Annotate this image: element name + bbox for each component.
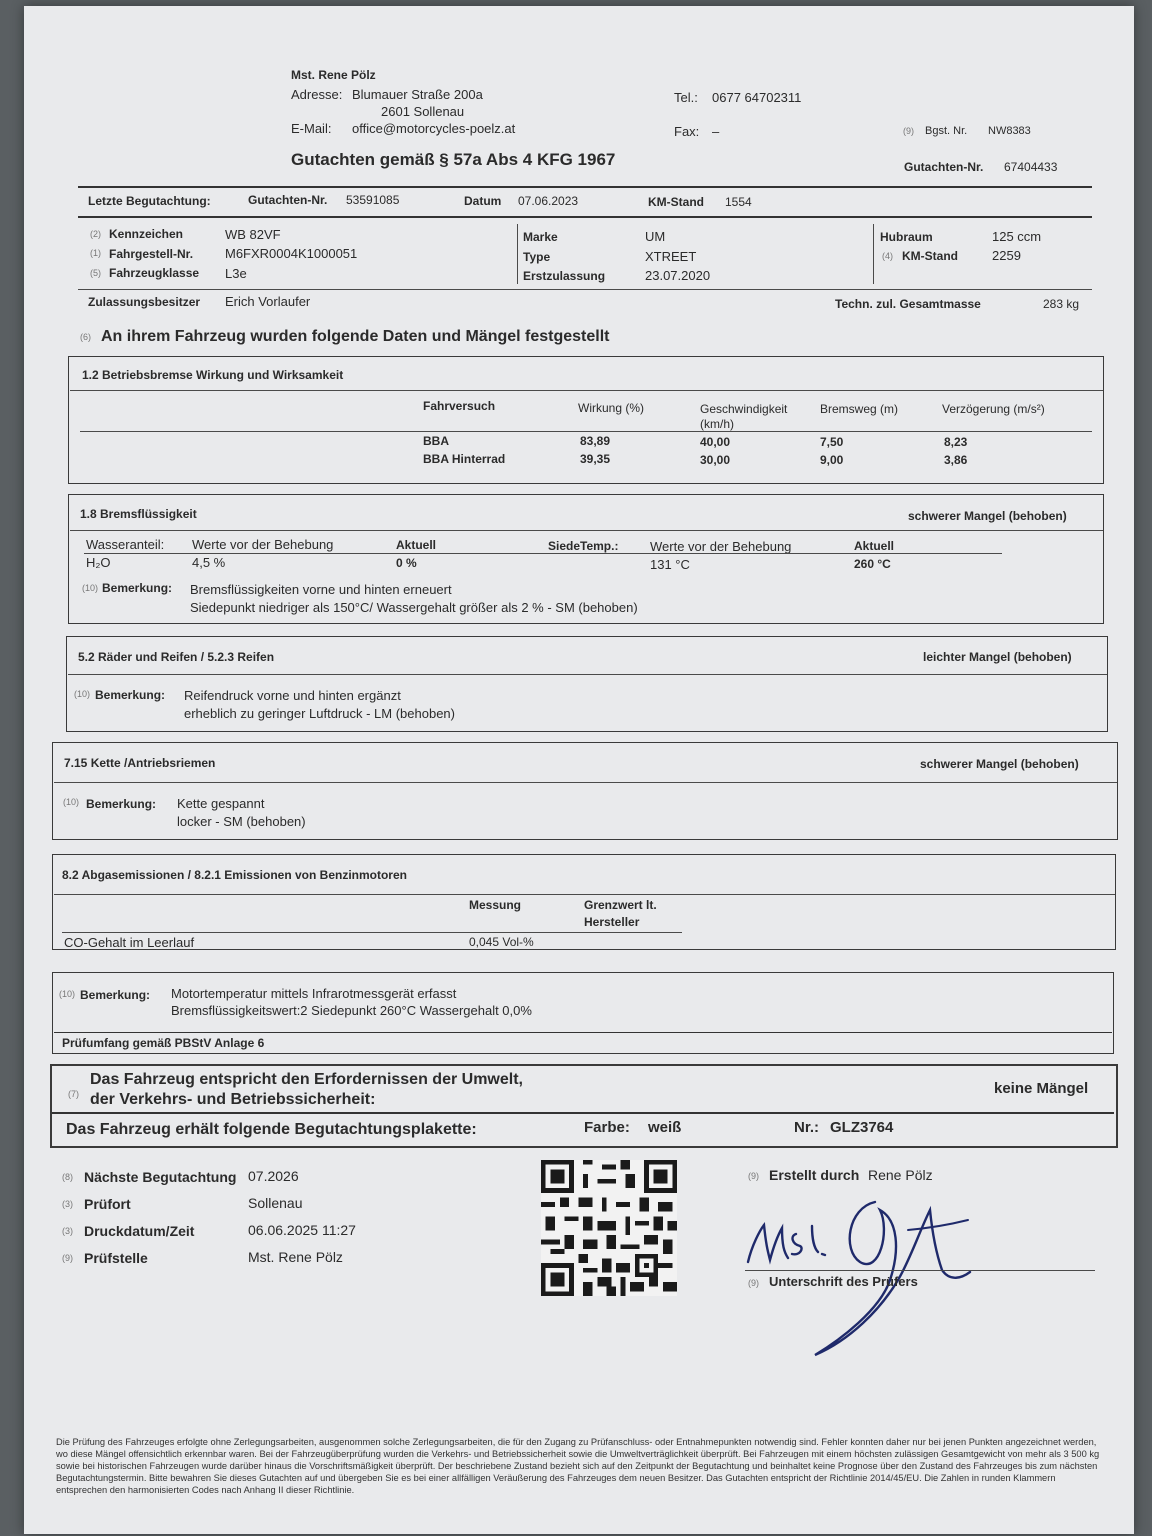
first-reg-label: Erstzulassung — [523, 269, 606, 283]
fluid-status: schwerer Mangel (behoben) — [908, 509, 1067, 523]
station-label: Prüfstelle — [84, 1250, 148, 1266]
code: (10) — [59, 989, 76, 999]
address-line1: Blumauer Straße 200a — [352, 87, 483, 102]
last-nr-value: 53591085 — [346, 193, 400, 207]
divider — [80, 431, 1092, 432]
code: (7) — [68, 1089, 79, 1099]
verdict-line1: Das Fahrzeug entspricht den Erfordernissen der Umwelt, — [90, 1071, 523, 1088]
chain-title: 7.15 Kette /Antriebsriemen — [64, 756, 216, 770]
code: (10) — [63, 797, 80, 807]
plate-label: Kennzeichen — [109, 227, 184, 241]
divider — [873, 224, 874, 284]
type-value: XTREET — [645, 249, 697, 264]
plate-value: WB 82VF — [225, 227, 281, 242]
examiner-name: Mst. Rene Pölz — [291, 68, 376, 82]
findings-heading: An ihrem Fahrzeug wurden folgende Daten und Mängel festgestellt — [101, 328, 610, 345]
plate-color-label: Farbe: — [584, 1119, 630, 1136]
fluid-head-before: Werte vor der Behebung — [192, 537, 334, 552]
divider — [52, 1112, 1114, 1114]
email-label: E-Mail: — [291, 121, 332, 136]
plate-nr-value: GLZ3764 — [830, 1119, 894, 1136]
scope-text: Prüfumfang gemäß PBStV Anlage 6 — [62, 1036, 265, 1050]
fluid-head-water: Wasseranteil: — [86, 537, 165, 552]
print-date-label: Druckdatum/Zeit — [84, 1223, 195, 1239]
signature-line — [745, 1270, 1095, 1271]
divider — [78, 289, 1092, 290]
divider — [78, 216, 1092, 218]
km-value: 2259 — [992, 248, 1021, 263]
last-km-label: KM-Stand — [648, 195, 704, 209]
code: (3) — [62, 1199, 73, 1209]
fluid-title: 1.8 Bremsflüssigkeit — [80, 507, 197, 521]
brake-row-effect: 39,35 — [580, 452, 611, 466]
code: (9) — [62, 1253, 73, 1263]
gutachten-nr-label: Gutachten-Nr. — [904, 160, 984, 174]
brake-row-deceleration: 3,86 — [944, 453, 968, 467]
fluid-remark-line2: Siedepunkt niedriger als 150°C/ Wassergehalt größer als 2 % - SM (behoben) — [190, 600, 638, 615]
brake-row-distance: 9,00 — [820, 453, 844, 467]
fluid-boil-actual: 260 °C — [854, 557, 891, 571]
emission-row-value: 0,045 Vol-% — [469, 935, 534, 949]
last-date-value: 07.06.2023 — [518, 194, 579, 208]
code: (9) — [748, 1171, 759, 1181]
code: (1) — [90, 248, 101, 258]
brake-row-speed: 40,00 — [700, 435, 731, 449]
plate-heading: Das Fahrzeug erhält folgende Begutachtungsplakette: — [66, 1121, 477, 1138]
place-value: Sollenau — [248, 1195, 303, 1211]
make-label: Marke — [523, 230, 558, 244]
owner-label: Zulassungsbesitzer — [88, 295, 201, 309]
divider — [54, 1032, 1112, 1033]
chain-remark-line1: Kette gespannt — [177, 796, 265, 811]
print-date-value: 06.06.2025 11:27 — [248, 1222, 356, 1238]
general-remark-label: Bemerkung: — [80, 988, 151, 1002]
fluid-head-actual2: Aktuell — [854, 539, 895, 553]
tires-remark-line1: Reifendruck vorne und hinten ergänzt — [184, 688, 401, 703]
tel-value: 0677 64702311 — [712, 90, 802, 105]
code: (5) — [90, 268, 101, 278]
divider — [62, 932, 682, 933]
owner-value: Erich Vorlaufer — [225, 294, 311, 309]
divider — [54, 782, 1117, 783]
signature-label: Unterschrift des Prüfers — [769, 1274, 918, 1289]
brake-head-speed: Geschwindigkeit — [700, 402, 788, 416]
tires-title: 5.2 Räder und Reifen / 5.2.3 Reifen — [78, 650, 275, 664]
qr-code-icon — [541, 1160, 677, 1296]
type-label: Type — [523, 250, 551, 264]
brake-head-test: Fahrversuch — [423, 399, 496, 413]
last-km-value: 1554 — [725, 195, 752, 209]
class-label: Fahrzeugklasse — [109, 266, 200, 280]
code: (3) — [62, 1226, 73, 1236]
fluid-remark-label: Bemerkung: — [102, 581, 173, 595]
email-value: office@motorcycles-poelz.at — [352, 121, 516, 136]
last-date-label: Datum — [464, 194, 502, 208]
code: (8) — [62, 1172, 73, 1182]
brake-row-deceleration: 8,23 — [944, 435, 968, 449]
gutachten-nr-value: 67404433 — [1004, 160, 1058, 174]
created-by-value: Rene Pölz — [868, 1167, 933, 1183]
address-label: Adresse: — [291, 87, 343, 102]
bgst-value: NW8383 — [988, 125, 1031, 137]
address-line2: 2601 Sollenau — [381, 104, 465, 119]
verdict-result: keine Mängel — [994, 1080, 1089, 1097]
divider — [54, 894, 1115, 895]
bgst-label: Bgst. Nr. — [925, 125, 968, 137]
code: (2) — [90, 229, 101, 239]
code: (10) — [82, 583, 99, 593]
brake-head-deceleration: Verzögerung (m/s²) — [942, 402, 1045, 416]
brake-head-speed-unit: (km/h) — [700, 417, 734, 431]
emission-head-measure: Messung — [469, 898, 522, 912]
divider — [68, 674, 1107, 675]
brake-head-effect: Wirkung (%) — [578, 401, 645, 415]
tires-remark-line2: erheblich zu geringer Luftdruck - LM (behoben) — [184, 706, 455, 721]
fax-value: – — [712, 124, 720, 139]
disclaimer-text: Die Prüfung des Fahrzeuges erfolgte ohne Zerlegungsarbeiten, ausgenommen solche Zerlegungsarbeiten, die für den Zugang zu Prüfanschluss- oder Entnahmepunkten notwendig sind. Fehler konnten daher nur bei jenen Punkten angezeichnet werden, wo diese Mängel offensichtlich erkennbar waren. Bei der Fahrzeugüberprüfung wurden die Verkehrs- und Betriebssicherheit sowie die Umweltverträglichkeit überprüft. Bei Fahrzeugen mit einem höchsten zulässigen Gesamtgewicht von mehr als 3 500 kg sowie bei historischen Fahrzeugen wurde darüber hinaus die Vorschriftsmäßigkeit überprüft. Der beschriebene Zustand bezieht sich auf den Zeitpunkt der Begutachtung und beinhaltet keine Prognose über den Zustand des Fahrzeuges bis zum nächsten Begutachtungstermin. Bitte bewahren Sie dieses Gutachten auf und übergeben Sie es bei einer allfälligen Veräußerung des Fahrzeuges dem neuen Besitzer. Das Gutachten entspricht der Richtlinie 2014/45/EU. Die Zahlen in runden Klammern entsprechen den harmonisierten Codes nach Anhang II dieser Richtlinie. — [56, 1437, 1100, 1495]
fluid-head-boil: SiedeTemp.: — [548, 539, 619, 553]
code: (4) — [882, 251, 893, 261]
brake-row-name: BBA — [423, 434, 449, 448]
plate-nr-label: Nr.: — [794, 1119, 820, 1136]
next-inspection-label: Nächste Begutachtung — [84, 1169, 237, 1185]
document-title: Gutachten gemäß § 57a Abs 4 KFG 1967 — [291, 150, 616, 169]
fax-label: Fax: — [674, 124, 700, 139]
verdict-line2: der Verkehrs- und Betriebssicherheit: — [90, 1091, 376, 1108]
displacement-label: Hubraum — [880, 230, 933, 244]
emission-head-limit: Grenzwert lt. — [584, 898, 657, 912]
fluid-remark-line1: Bremsflüssigkeiten vorne und hinten erneuert — [190, 582, 452, 597]
brake-row-distance: 7,50 — [820, 435, 844, 449]
emission-head-limit2: Hersteller — [584, 915, 640, 929]
divider — [70, 390, 1103, 391]
place-label: Prüfort — [84, 1196, 131, 1212]
last-nr-label: Gutachten-Nr. — [248, 193, 328, 207]
brake-row-name: BBA Hinterrad — [423, 452, 506, 466]
vin-value: M6FXR0004K1000051 — [225, 246, 358, 261]
fluid-water-before: 4,5 % — [192, 555, 226, 570]
station-value: Mst. Rene Pölz — [248, 1249, 343, 1265]
divider — [517, 224, 518, 284]
fluid-head-before2: Werte vor der Behebung — [650, 539, 792, 554]
class-value: L3e — [225, 266, 247, 281]
brake-row-effect: 83,89 — [580, 434, 611, 448]
next-inspection-value: 07.2026 — [248, 1168, 299, 1184]
brake-head-distance: Bremsweg (m) — [820, 402, 899, 416]
code: (9) — [748, 1278, 759, 1288]
code: (10) — [74, 689, 91, 699]
make-value: UM — [645, 229, 666, 244]
mass-value: 283 kg — [1043, 297, 1080, 311]
vin-label: Fahrgestell-Nr. — [109, 247, 194, 261]
code: (6) — [80, 332, 91, 342]
divider — [78, 186, 1092, 188]
fluid-boil-before: 131 °C — [650, 557, 690, 572]
fluid-head-actual: Aktuell — [396, 538, 437, 552]
divider — [70, 530, 1103, 531]
emission-row-label: CO-Gehalt im Leerlauf — [64, 935, 195, 950]
first-reg-value: 23.07.2020 — [645, 268, 711, 283]
general-remark-line2: Bremsflüssigkeitswert:2 Siedepunkt 260°C Wassergehalt 0,0% — [171, 1003, 532, 1018]
chain-status: schwerer Mangel (behoben) — [920, 757, 1079, 771]
fluid-water-symbol: H₂O — [86, 555, 111, 570]
divider — [84, 553, 1002, 554]
tel-label: Tel.: — [674, 90, 698, 105]
chain-remark-label: Bemerkung: — [86, 797, 157, 811]
displacement-value: 125 ccm — [992, 229, 1042, 244]
plate-color-value: weiß — [648, 1119, 682, 1136]
chain-remark-line2: locker - SM (behoben) — [177, 814, 306, 829]
tires-status: leichter Mangel (behoben) — [923, 650, 1072, 664]
km-label: KM-Stand — [902, 249, 958, 263]
brake-title: 1.2 Betriebsbremse Wirkung und Wirksamkeit — [82, 368, 344, 382]
brake-row-speed: 30,00 — [700, 453, 731, 467]
emission-title: 8.2 Abgasemissionen / 8.2.1 Emissionen von Benzinmotoren — [62, 868, 407, 882]
general-remark-line1: Motortemperatur mittels Infrarotmessgerät erfasst — [171, 986, 457, 1001]
mass-label: Techn. zul. Gesamtmasse — [835, 297, 981, 311]
created-by-label: Erstellt durch — [769, 1167, 860, 1183]
tires-remark-label: Bemerkung: — [95, 688, 166, 702]
last-inspection-label: Letzte Begutachtung: — [88, 194, 211, 208]
bgst-code: (9) — [903, 126, 914, 136]
fluid-water-actual: 0 % — [396, 556, 417, 570]
